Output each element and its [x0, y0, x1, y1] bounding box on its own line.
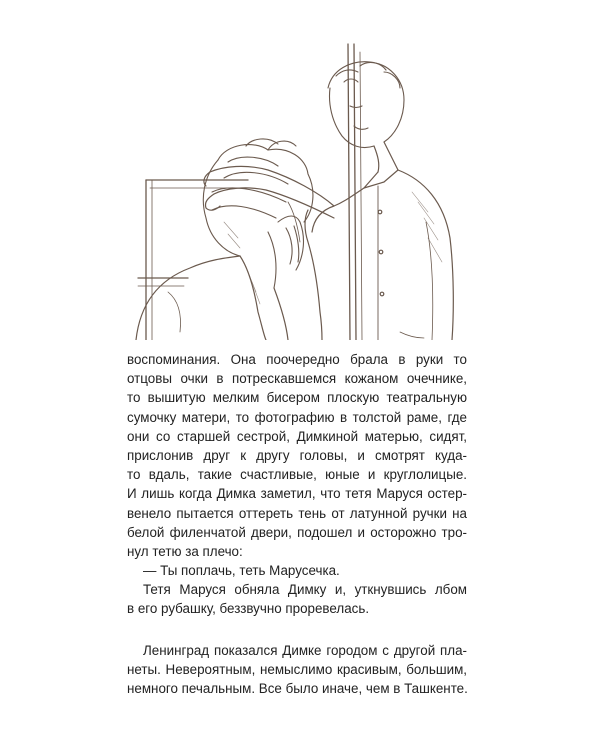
- text-line: немного печальным. Все было иначе, чем в Ташкенте.: [127, 681, 468, 696]
- boy-head: [328, 62, 404, 148]
- text-line: И лишь когда Димка заметил, что тетя Маруся остер-: [127, 486, 467, 502]
- text-line: в его рубашку, беззвучно проревелась.: [127, 601, 370, 617]
- shading: [224, 192, 442, 304]
- text-line: нул тетю за плечо:: [127, 543, 243, 559]
- text-line: они со старшей сестрой, Димкиной матерью, сидят,: [127, 428, 467, 444]
- text-line: воспоминания. Она поочередно брала в руки то: [127, 352, 467, 367]
- text-block: [127, 350, 467, 698]
- sketch-illustration: [128, 42, 464, 340]
- text-line: то вдаль, такие счастливые, юные и круглолицые.: [127, 467, 467, 483]
- woman-head: [203, 139, 313, 256]
- paragraph-gap: [127, 619, 467, 641]
- woman-hands: [268, 216, 303, 288]
- woman-body: [136, 256, 288, 340]
- text-line: белой филенчатой двери, подошел и осторожно тро-: [127, 524, 467, 540]
- text-line: венело пытается оттереть тень от латунной ручки на: [127, 505, 467, 521]
- text-line: Ленинград показался Димке городом с другой пла-: [143, 642, 467, 658]
- text-line: сумочку матери, то фотографию в толстой раме, где: [127, 409, 467, 425]
- text-line: Тетя Маруся обняла Димку и, уткнувшись лбом: [143, 582, 467, 598]
- text-line: неты. Невероятным, немыслимо красивым, большим,: [127, 661, 467, 677]
- boy-arm: [204, 166, 334, 340]
- text-line: то вышитую мелким бисером плоскую театральную: [127, 390, 467, 406]
- text-line: отцовы очки в потрескавшемся кожаном очечнике,: [127, 371, 467, 387]
- dialogue-line: — Ты поплачь, теть Марусечка.: [143, 563, 340, 579]
- text-line: прислонив друг к другу головы, и смотрят куда-: [127, 447, 467, 463]
- boy-body: [312, 142, 453, 340]
